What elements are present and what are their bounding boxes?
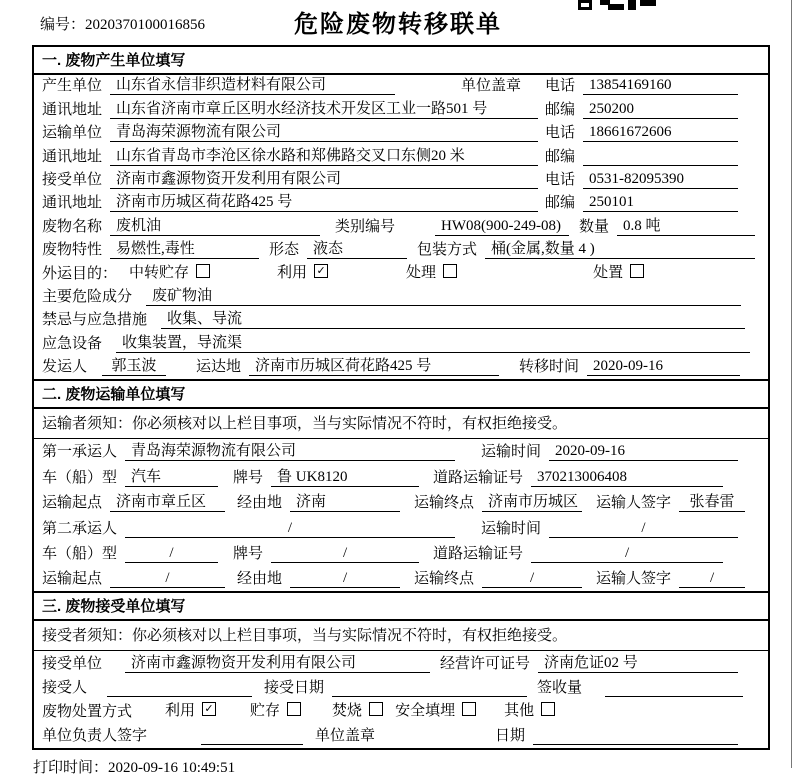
checkbox-disposal-utilize: ✓	[202, 702, 216, 716]
waste-name-value: 废机油	[110, 214, 320, 236]
producer-phone-value: 13854169160	[583, 77, 738, 95]
plate2-label: 牌号	[233, 546, 264, 563]
waste-name-row	[34, 215, 768, 238]
vehicle2-row	[34, 541, 768, 566]
checkbox-disposal-storage	[287, 702, 301, 716]
route-start1-label: 运输起点	[42, 495, 103, 512]
transporter-unit-value: 青岛海荣源物流有限公司	[110, 120, 538, 142]
document-header	[0, 0, 796, 45]
transporter-unit-row	[34, 122, 768, 145]
carrier-sign1-label: 运输人签字	[596, 495, 672, 512]
section-transporter-title: 二. 废物运输单位填写	[34, 381, 768, 409]
manifest-number-value: 2020370100016856	[85, 17, 206, 33]
via1-value: 济南	[290, 490, 400, 512]
producer-address-row	[34, 98, 768, 121]
route-end2-value: /	[482, 570, 582, 588]
second-carrier-row	[34, 515, 768, 540]
receive-date-value	[332, 696, 527, 697]
first-carrier-value: 青岛海荣源物流有限公司	[125, 439, 455, 461]
route-start2-label: 运输起点	[42, 571, 103, 588]
license-value: 济南危证02 号	[538, 651, 738, 673]
transfer-purpose-label: 外运目的：	[42, 265, 118, 282]
receiver-unit-value: 济南市鑫源物资开发利用有限公司	[110, 167, 538, 189]
transport-time1-value: 2020-09-16	[549, 443, 738, 461]
carrier-sign2-value: /	[679, 570, 745, 588]
disposal-option-landfill-label: 安全填埋	[395, 702, 456, 719]
vehicle-type2-value: /	[125, 545, 218, 563]
disposal-option-other-label: 其他	[504, 702, 535, 719]
receiver-person-row	[34, 676, 768, 700]
purpose-option-utilize-label: 利用	[277, 264, 308, 281]
receiver-unit-row	[34, 169, 768, 192]
purpose-option-dispose	[593, 261, 644, 282]
signature-row	[34, 724, 768, 748]
purpose-option-storage-label: 中转贮存	[129, 264, 190, 281]
waste-code-label: 类别编号	[335, 218, 396, 235]
section-producer-title: 一. 废物产生单位填写	[34, 47, 768, 75]
checkbox-storage	[196, 264, 210, 278]
page-title: 危险废物转移联单	[294, 11, 502, 38]
carrier-sign2-label: 运输人签字	[596, 571, 672, 588]
producer-address-label: 通讯地址	[42, 101, 103, 118]
receiver-notice: 接受者须知：你必须核对以上栏目事项，当与实际情况不符时，有权拒绝接受。	[34, 621, 768, 651]
receive-unit-value: 济南市鑫源物资开发利用有限公司	[125, 651, 430, 673]
print-time	[33, 750, 796, 777]
print-time-label: 打印时间：	[33, 760, 109, 777]
disposal-method-row	[34, 700, 768, 724]
disposal-option-storage-label: 贮存	[250, 702, 281, 719]
disposal-option-other	[504, 699, 555, 720]
receiver-phone-value: 0531-82095390	[583, 171, 738, 189]
waste-name-label: 废物名称	[42, 218, 103, 235]
emergency-measures-row	[34, 309, 768, 332]
receiver-postcode-label: 邮编	[545, 195, 576, 212]
transporter-notice: 运输者须知：你必须核对以上栏目事项，当与实际情况不符时，有权拒绝接受。	[34, 409, 768, 439]
via1-label: 经由地	[237, 495, 283, 512]
license-label: 经营许可证号	[440, 655, 531, 672]
vehicle-type1-value: 汽车	[125, 465, 218, 487]
second-carrier-label: 第二承运人	[42, 520, 118, 537]
transporter-address-label: 通讯地址	[42, 148, 103, 165]
waste-code-value: HW08(900-249-08)	[435, 218, 569, 236]
checkbox-disposal-landfill	[462, 702, 476, 716]
receiver-person-label: 接受人	[42, 679, 88, 696]
hazard-component-label: 主要危险成分	[42, 288, 133, 305]
transporter-phone-label: 电话	[545, 125, 576, 142]
producer-address-value: 山东省济南市章丘区明水经济技术开发区工业一路501 号	[110, 97, 538, 119]
carrier-sign1-value: 张春雷	[679, 490, 745, 512]
section-transporter	[32, 381, 770, 593]
vehicle-type1-label: 车（船）型	[42, 469, 118, 486]
consignor-row	[34, 356, 768, 379]
receiver-address-row	[34, 192, 768, 215]
via2-label: 经由地	[237, 571, 283, 588]
disposal-method-label: 废物处置方式	[42, 703, 133, 720]
route-start1-value: 济南市章丘区	[110, 490, 225, 512]
waste-form-label: 形态	[269, 242, 300, 259]
road-permit2-label: 道路运输证号	[433, 546, 524, 563]
checkbox-dispose	[630, 264, 644, 278]
receiver-person-value	[107, 696, 252, 697]
disposal-option-utilize-label: 利用	[165, 702, 196, 719]
vehicle1-row	[34, 464, 768, 489]
purpose-option-treat	[406, 261, 457, 282]
transporter-unit-label: 运输单位	[42, 125, 103, 142]
received-quantity-value	[605, 696, 743, 697]
hazard-component-value: 废矿物油	[146, 284, 741, 306]
section-producer	[32, 45, 770, 381]
section-receiver-title: 三. 废物接受单位填写	[34, 593, 768, 621]
consignor-value: 郭玉波	[102, 354, 166, 376]
transporter-postcode-value	[583, 165, 738, 166]
receiver-phone-label: 电话	[545, 171, 576, 188]
transporter-address-row	[34, 145, 768, 168]
date-label: 日期	[495, 728, 526, 745]
road-permit2-value: /	[531, 545, 723, 563]
vehicle-type2-label: 车（船）型	[42, 546, 118, 563]
transporter-phone-value: 18661672606	[583, 124, 738, 142]
disposal-option-incinerate	[332, 699, 383, 720]
producer-phone-label: 电话	[545, 78, 576, 95]
emergency-equipment-row	[34, 332, 768, 355]
emergency-measures-value: 收集、导流	[161, 307, 745, 329]
plate2-value: /	[271, 545, 419, 563]
responsible-sign-value	[201, 744, 303, 745]
plate1-value: 鲁 UK8120	[271, 465, 419, 487]
responsible-sign-label: 单位负责人签字	[42, 728, 148, 745]
producer-postcode-value: 250200	[583, 101, 738, 119]
producer-postcode-label: 邮编	[545, 101, 576, 118]
destination-value: 济南市历城区荷花路425 号	[249, 354, 499, 376]
transport-time2-value: /	[549, 520, 738, 538]
route-start2-value: /	[110, 570, 225, 588]
transfer-time-label: 转移时间	[519, 359, 580, 376]
receiver-seal-label: 单位盖章	[315, 728, 376, 745]
waste-quantity-value: 0.8 吨	[617, 214, 755, 236]
disposal-option-storage	[250, 699, 301, 720]
purpose-option-storage	[129, 261, 210, 282]
checkbox-utilize: ✓	[314, 264, 328, 278]
purpose-option-treat-label: 处理	[406, 264, 437, 281]
second-carrier-value: /	[125, 520, 455, 538]
route1-row	[34, 490, 768, 515]
waste-property-label: 废物特性	[42, 242, 103, 259]
receive-date-label: 接受日期	[264, 679, 325, 696]
qr-code-icon	[578, 0, 656, 10]
packing-value: 桶(金属,数量 4 )	[485, 237, 755, 259]
route-end1-value: 济南市历城区	[482, 490, 582, 512]
waste-form-value: 液态	[307, 237, 407, 259]
purpose-option-dispose-label: 处置	[593, 264, 624, 281]
emergency-equipment-label: 应急设备	[42, 335, 103, 352]
producer-unit-value: 山东省永信非织造材料有限公司	[110, 73, 395, 95]
receiver-address-value: 济南市历城区荷花路425 号	[110, 190, 538, 212]
producer-unit-row	[34, 75, 768, 98]
transporter-postcode-label: 邮编	[545, 148, 576, 165]
receiver-unit-label: 接受单位	[42, 171, 103, 188]
disposal-option-utilize	[165, 699, 216, 720]
transport-time2-label: 运输时间	[481, 520, 542, 537]
section-receiver	[32, 593, 770, 750]
transporter-address-value: 山东省青岛市李沧区徐水路和郑佛路交叉口东侧20 米	[110, 144, 538, 166]
emergency-measures-label: 禁忌与应急措施	[42, 312, 148, 329]
checkbox-disposal-other	[541, 702, 555, 716]
disposal-option-incinerate-label: 焚烧	[332, 702, 363, 719]
waste-quantity-label: 数量	[579, 218, 610, 235]
transport-time1-label: 运输时间	[481, 444, 542, 461]
unit-seal-label: 单位盖章	[461, 78, 522, 95]
transfer-purpose-row	[34, 262, 768, 285]
purpose-option-utilize	[277, 261, 328, 282]
hazard-component-row	[34, 286, 768, 309]
route-end2-label: 运输终点	[414, 571, 475, 588]
road-permit1-value: 370213006408	[531, 469, 723, 487]
receiver-postcode-value: 250101	[583, 194, 738, 212]
received-quantity-label: 签收量	[537, 679, 583, 696]
plate1-label: 牌号	[233, 469, 264, 486]
waste-property-row	[34, 239, 768, 262]
first-carrier-row	[34, 439, 768, 464]
emergency-equipment-value: 收集装置，导流渠	[116, 331, 750, 353]
checkbox-disposal-incinerate	[369, 702, 383, 716]
receive-unit-label: 接受单位	[42, 655, 103, 672]
consignor-label: 发运人	[42, 359, 88, 376]
print-time-value: 2020-09-16 10:49:51	[108, 760, 236, 777]
waste-property-value: 易燃性,毒性	[110, 237, 259, 259]
first-carrier-label: 第一承运人	[42, 444, 118, 461]
disposal-option-landfill	[395, 699, 476, 720]
receive-unit-row	[34, 651, 768, 675]
receiver-address-label: 通讯地址	[42, 195, 103, 212]
route2-row	[34, 566, 768, 591]
packing-label: 包装方式	[417, 242, 478, 259]
route-end1-label: 运输终点	[414, 495, 475, 512]
date-value	[533, 744, 738, 745]
page-edge-line	[791, 0, 792, 768]
manifest-number-label: 编号：	[40, 17, 86, 33]
checkbox-treat	[443, 264, 457, 278]
via2-value: /	[290, 570, 400, 588]
road-permit1-label: 道路运输证号	[433, 469, 524, 486]
transfer-time-value: 2020-09-16	[587, 358, 740, 376]
destination-label: 运达地	[196, 359, 242, 376]
producer-unit-label: 产生单位	[42, 78, 103, 95]
